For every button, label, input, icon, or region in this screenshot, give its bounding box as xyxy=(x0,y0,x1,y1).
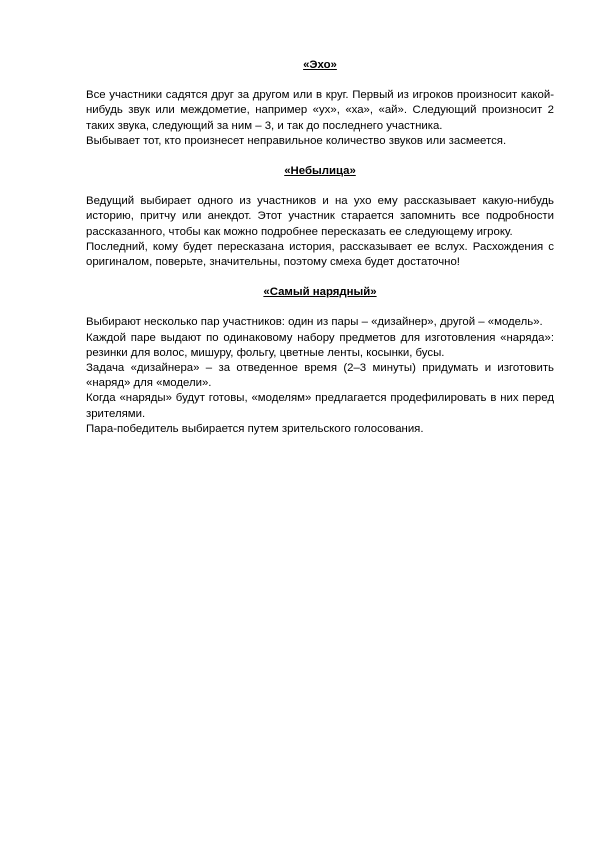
section-body xyxy=(86,194,554,270)
section-title: «Небылица» xyxy=(284,165,356,178)
section-body xyxy=(86,315,554,437)
paragraph: Выбирают несколько пар участников: один из пары – «дизайнер», другой – «модель». xyxy=(86,316,543,329)
section-samyi-naryadnyi xyxy=(86,285,554,437)
section-nebylitsa xyxy=(86,164,554,270)
paragraph: Все участники садятся друг за другом или в круг. Первый из игроков произносит какой-нибудь звук или междометие, например «ух», «ха», «ай». Следующий произносит 2 таких звука, следующий за ним – 3, и так до последнего участника. xyxy=(86,89,554,132)
section-title: «Эхо» xyxy=(303,59,337,71)
paragraph: Задача «дизайнера» – за отведенное время (2–3 минуты) придумать и изготовить «наряд» для «модели». xyxy=(86,362,554,390)
section-echo xyxy=(86,58,554,149)
section-title: «Самый нарядный» xyxy=(263,286,377,299)
paragraph: Пара-победитель выбирается путем зрительского голосования. xyxy=(86,422,424,435)
document-page xyxy=(86,58,554,437)
paragraph: Последний, кому будет пересказана история, рассказывает ее вслух. Расхождения с оригиналом, поверьте, значительны, поэтому смеха будет достаточно! xyxy=(86,240,554,269)
section-body xyxy=(86,88,554,149)
paragraph: Выбывает тот, кто произнесет неправильное количество звуков или засмеется. xyxy=(86,134,507,147)
paragraph: Когда «наряды» будут готовы, «моделям» предлагается продефилировать в них перед зрителями. xyxy=(86,392,554,420)
paragraph: Каждой паре выдают по одинаковому набору предметов для изготовления «наряда»: резинки для волос, мишуру, фольгу, цветные ленты, косынки, бусы. xyxy=(86,331,554,359)
paragraph: Ведущий выбирает одного из участников и на ухо ему рассказывает какую-нибудь историю, притчу или анекдот. Этот участник старается запомнить все подробности рассказанного, чтобы как можно подробнее пересказать ее следующему игроку. xyxy=(86,195,554,238)
